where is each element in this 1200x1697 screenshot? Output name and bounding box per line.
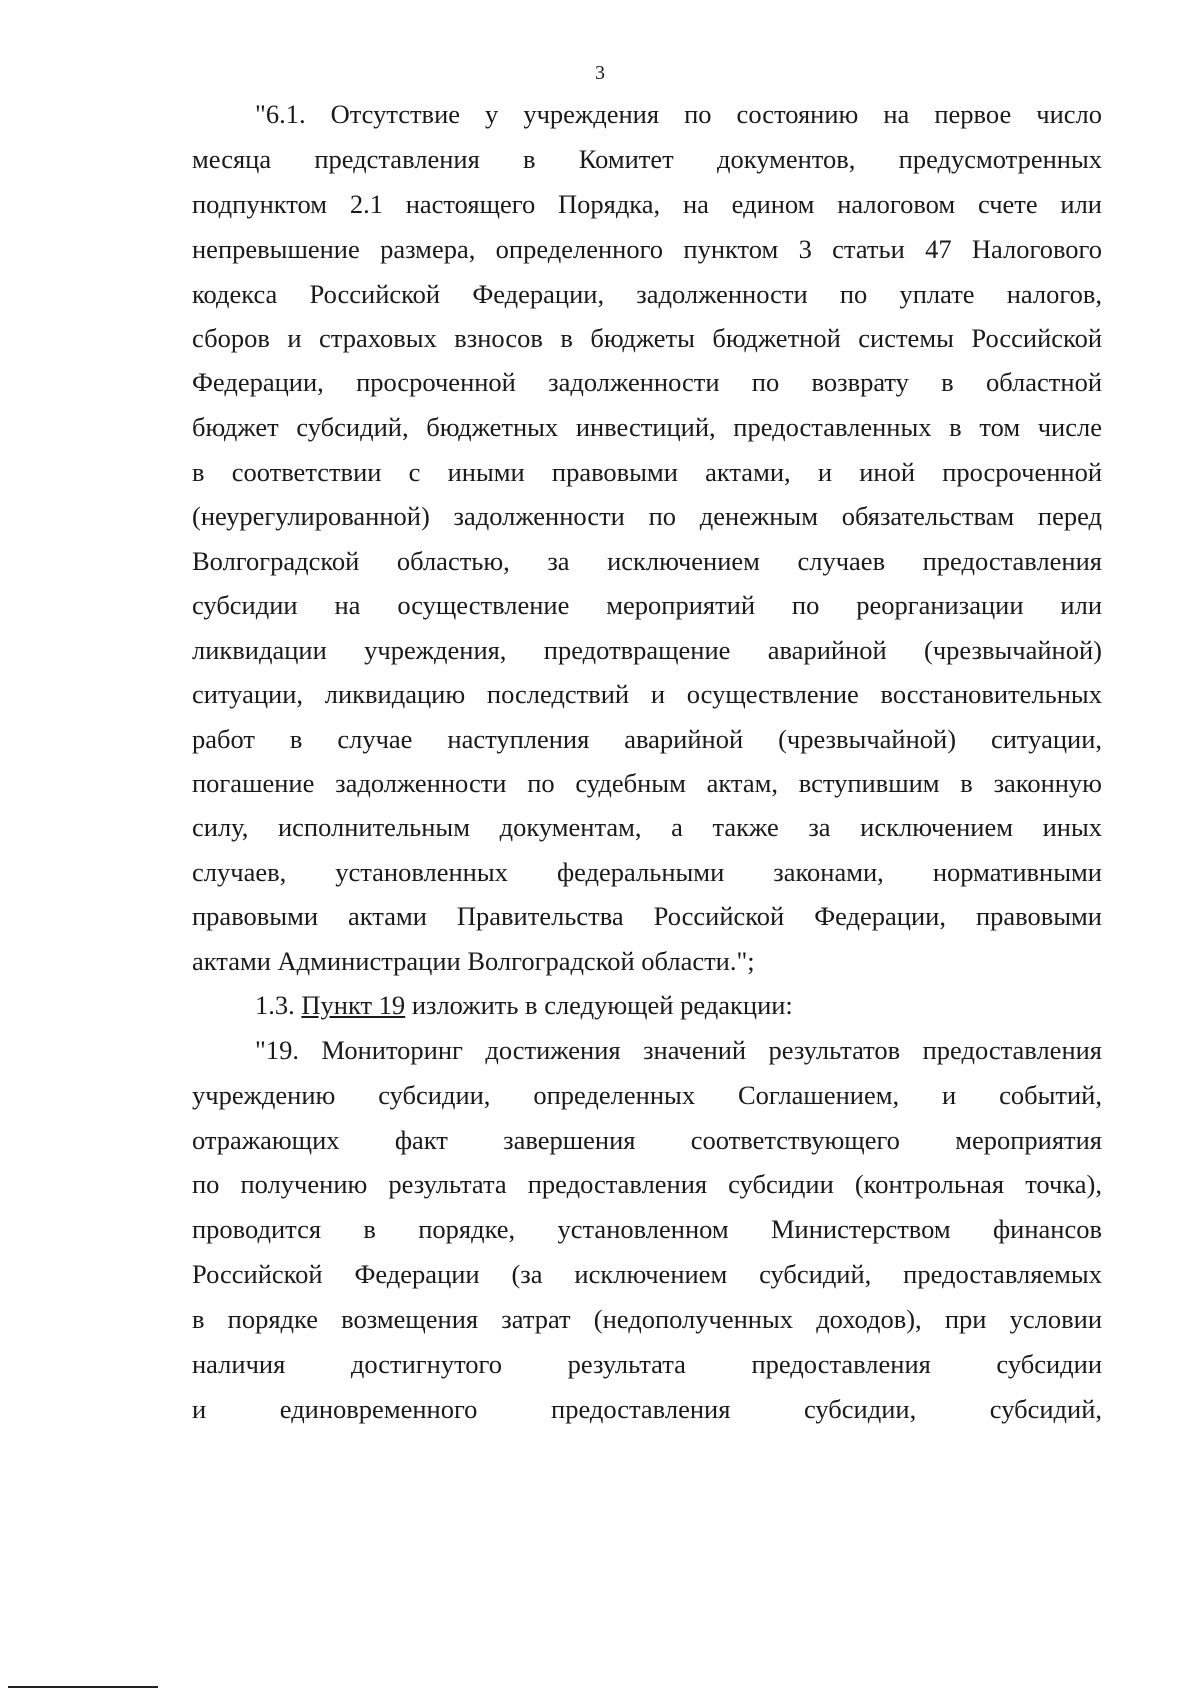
paragraph-line: (неурегулированной) задолженности по денежным обязательствам перед [192,501,1102,531]
paragraph-line: бюджет субсидий, бюджетных инвестиций, предоставленных в том числе [192,412,1102,442]
clause-link[interactable]: Пункт 19 [301,990,406,1020]
paragraph-line: наличия достигнутого результата предоставления субсидии [192,1349,1102,1379]
paragraph-line: проводится в порядке, установленном Министерством финансов [192,1214,1102,1244]
paragraph-line: сборов и страховых взносов в бюджеты бюджетной системы Российской [192,323,1102,353]
paragraph-line: случаев, установленных федеральными законами, нормативными [192,857,1102,887]
paragraph-line: актами Администрации Волгоградской области."; [192,946,755,976]
paragraph-line: "19. Мониторинг достижения значений результатов предоставления [255,1035,1102,1065]
paragraph-line: месяца представления в Комитет документов, предусмотренных [192,144,1102,174]
paragraph-line: кодекса Российской Федерации, задолженности по уплате налогов, [192,279,1102,309]
paragraph-line: по получению результата предоставления субсидии (контрольная точка), [192,1169,1102,1199]
paragraph-line: подпунктом 2.1 настоящего Порядка, на едином налоговом счете или [192,189,1102,219]
paragraph-line: ликвидации учреждения, предотвращение аварийной (чрезвычайной) [192,635,1102,665]
paragraph-line: Российской Федерации (за исключением субсидий, предоставляемых [192,1259,1102,1289]
paragraph-line: субсидии на осуществление мероприятий по реорганизации или [192,590,1102,620]
paragraph-line: работ в случае наступления аварийной (чрезвычайной) ситуации, [192,724,1102,754]
paragraph-line: Федерации, просроченной задолженности по возврату в областной [192,367,1102,397]
paragraph-line: и единовременного предоставления субсидии, субсидий, [192,1394,1102,1424]
paragraph-line: в порядке возмещения затрат (недополученных доходов), при условии [192,1304,1102,1334]
page-number: 3 [595,62,605,84]
footer-rule [18,1686,158,1688]
paragraph-line: в соответствии с иными правовыми актами, и иной просроченной [192,457,1102,487]
paragraph-line: учреждению субсидии, определенных Соглашением, и событий, [192,1080,1102,1110]
paragraph-line: силу, исполнительным документам, а также за исключением иных [192,812,1102,842]
paragraph-line: "6.1. Отсутствие у учреждения по состоянию на первое число [255,99,1102,129]
clause-text: изложить в следующей редакции: [411,990,793,1020]
paragraph-line: погашение задолженности по судебным актам, вступившим в законную [192,768,1102,798]
paragraph-line: непревышение размера, определенного пунктом 3 статьи 47 Налогового [192,234,1102,264]
paragraph-line: Волгоградской областью, за исключением случаев предоставления [192,546,1102,576]
paragraph-line: отражающих факт завершения соответствующего мероприятия [192,1125,1102,1155]
paragraph-line: ситуации, ликвидацию последствий и осуществление восстановительных [192,679,1102,709]
paragraph-line: правовыми актами Правительства Российской Федерации, правовыми [192,901,1102,931]
clause-heading [255,989,1102,1021]
clause-number: 1.3. [255,990,295,1020]
